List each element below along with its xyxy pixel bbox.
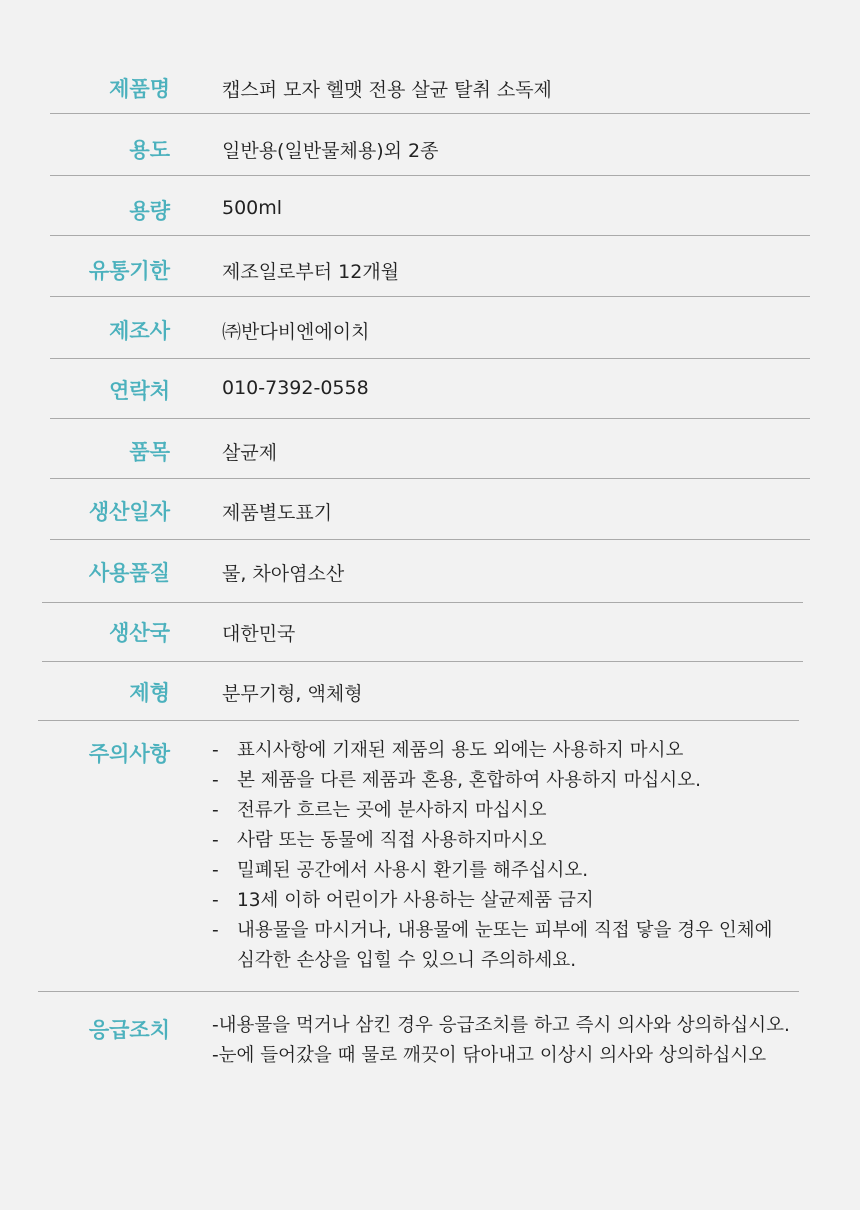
row-value: 010-7392-0558	[222, 377, 369, 399]
row-value: 제품별도표기	[222, 502, 333, 524]
row-value: ㈜반다비엔에이치	[222, 321, 370, 343]
caution-label: 주의사항	[88, 742, 170, 766]
divider	[42, 602, 803, 603]
bullet-dash: -	[212, 830, 219, 851]
caution-text: 13세 이하 어린이가 사용하는 살균제품 금지	[237, 890, 594, 911]
emergency-list	[212, 1011, 790, 1071]
caution-item	[212, 796, 772, 826]
bullet-dash: -	[212, 770, 219, 791]
caution-text: 전류가 흐르는 곳에 분사하지 마십시오	[237, 800, 547, 821]
caution-text: 사람 또는 동물에 직접 사용하지마시오	[237, 830, 547, 851]
caution-item	[212, 886, 772, 916]
row-value: 캡스퍼 모자 헬맷 전용 살균 탈취 소독제	[222, 79, 552, 101]
bullet-dash: -	[212, 890, 219, 911]
divider	[50, 418, 810, 419]
divider	[42, 661, 803, 662]
caution-item	[212, 736, 772, 766]
row-label: 용량	[129, 199, 170, 223]
bullet-dash: -	[212, 920, 219, 941]
emergency-item: -눈에 들어갔을 때 물로 깨끗이 닦아내고 이상시 의사와 상의하십시오	[212, 1045, 767, 1066]
row-label: 연락처	[109, 379, 170, 403]
divider	[38, 720, 799, 721]
row-value: 물, 차아염소산	[222, 563, 345, 585]
row-label: 제조사	[109, 319, 170, 343]
row-value: 분무기형, 액체형	[222, 683, 363, 705]
row-label: 유통기한	[88, 259, 170, 283]
divider	[50, 478, 810, 479]
divider	[50, 235, 810, 236]
row-label: 용도	[129, 138, 170, 162]
caution-text: 밀폐된 공간에서 사용시 환기를 해주십시오.	[237, 860, 589, 881]
caution-text: 표시사항에 기재된 제품의 용도 외에는 사용하지 마시오	[237, 740, 684, 761]
row-value: 제조일로부터 12개월	[222, 261, 400, 283]
row-label: 생산국	[109, 621, 170, 645]
row-label: 사용품질	[88, 561, 170, 585]
emergency-label: 응급조치	[88, 1018, 170, 1042]
caution-list	[212, 736, 772, 976]
divider	[50, 113, 810, 114]
bullet-dash: -	[212, 740, 219, 761]
caution-item	[212, 766, 772, 796]
caution-item	[212, 916, 772, 946]
divider	[50, 358, 810, 359]
divider	[38, 991, 799, 992]
caution-text: 내용물을 마시거나, 내용물에 눈또는 피부에 직접 닿을 경우 인체에	[237, 920, 773, 941]
row-label: 생산일자	[88, 500, 170, 524]
row-value: 일반용(일반물체용)외 2종	[222, 140, 439, 162]
caution-text: 심각한 손상을 입힐 수 있으니 주의하세요.	[237, 950, 577, 971]
divider	[50, 539, 810, 540]
row-value: 500ml	[222, 197, 283, 219]
emergency-item: -내용물을 먹거나 삼킨 경우 응급조치를 하고 즉시 의사와 상의하십시오.	[212, 1015, 790, 1036]
divider	[50, 175, 810, 176]
bullet-dash: -	[212, 860, 219, 881]
caution-text: 본 제품을 다른 제품과 혼용, 혼합하여 사용하지 마십시오.	[237, 770, 701, 791]
row-label: 제형	[129, 681, 170, 705]
row-label: 제품명	[109, 77, 170, 101]
caution-item	[212, 856, 772, 886]
row-value: 살균제	[222, 442, 278, 464]
caution-item-continued	[212, 946, 772, 976]
bullet-dash: -	[212, 800, 219, 821]
row-label: 품목	[129, 440, 170, 464]
row-value: 대한민국	[222, 623, 296, 645]
divider	[50, 296, 810, 297]
caution-item	[212, 826, 772, 856]
